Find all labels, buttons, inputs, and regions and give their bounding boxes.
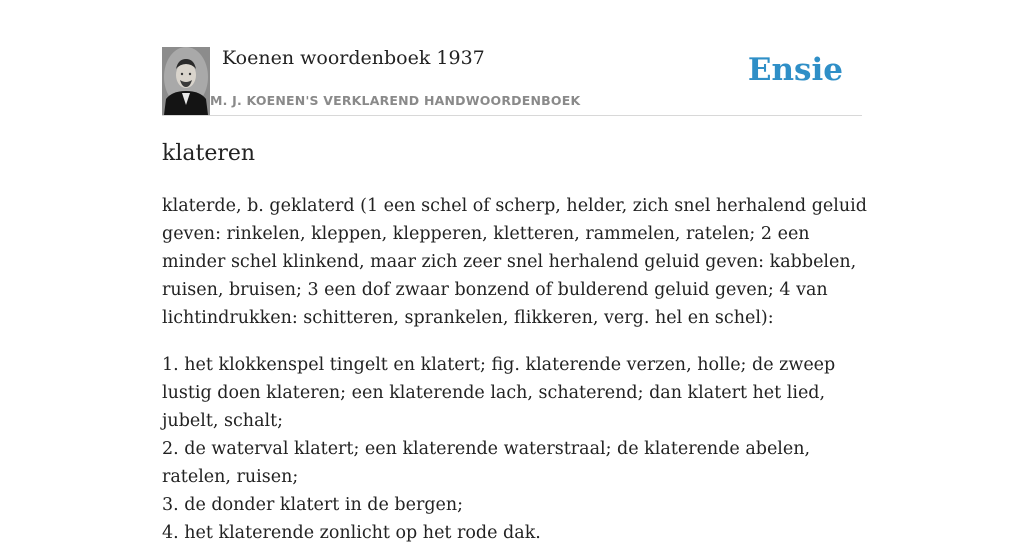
entry-headword: klateren <box>162 141 256 166</box>
dictionary-title[interactable]: Koenen woordenboek 1937 <box>222 47 485 69</box>
example-2: 2. de waterval klatert; een klaterende waterstraal; de klaterende abelen, ratelen, ruisen; <box>162 439 811 487</box>
entry-definition: klaterde, b. geklaterd (1 een schel of scherp, helder, zich snel herhalend geluid geven: rinkelen, kleppen, klepperen, kletteren, rammelen, ratelen; 2 een minder schel klinkend, maar zich zeer snel herhalend geluid geven: kabbelen, ruisen, bruisen; 3 een dof zwaar bonzend of bulderend geluid geven; 4 van lichtindrukken: schitteren, sprankelen, flikkeren, verg. hel en schel): <box>162 196 867 328</box>
example-4: 4. het klaterende zonlicht op het rode dak. <box>162 523 541 543</box>
author-portrait <box>162 47 210 115</box>
ensie-logo[interactable]: Ensie <box>747 52 843 88</box>
example-1: 1. het klokkenspel tingelt en klatert; fig. klaterende verzen, holle; de zweep lustig doen klateren; een klaterende lach, schaterend; dan klatert het lied, jubelt, schalt; <box>162 355 836 431</box>
entry-examples <box>162 351 867 547</box>
dictionary-subtitle: M. J. KOENEN'S VERKLAREND HANDWOORDENBOEK <box>210 93 581 108</box>
dictionary-header <box>162 46 862 116</box>
example-3: 3. de donder klatert in de bergen; <box>162 495 464 515</box>
